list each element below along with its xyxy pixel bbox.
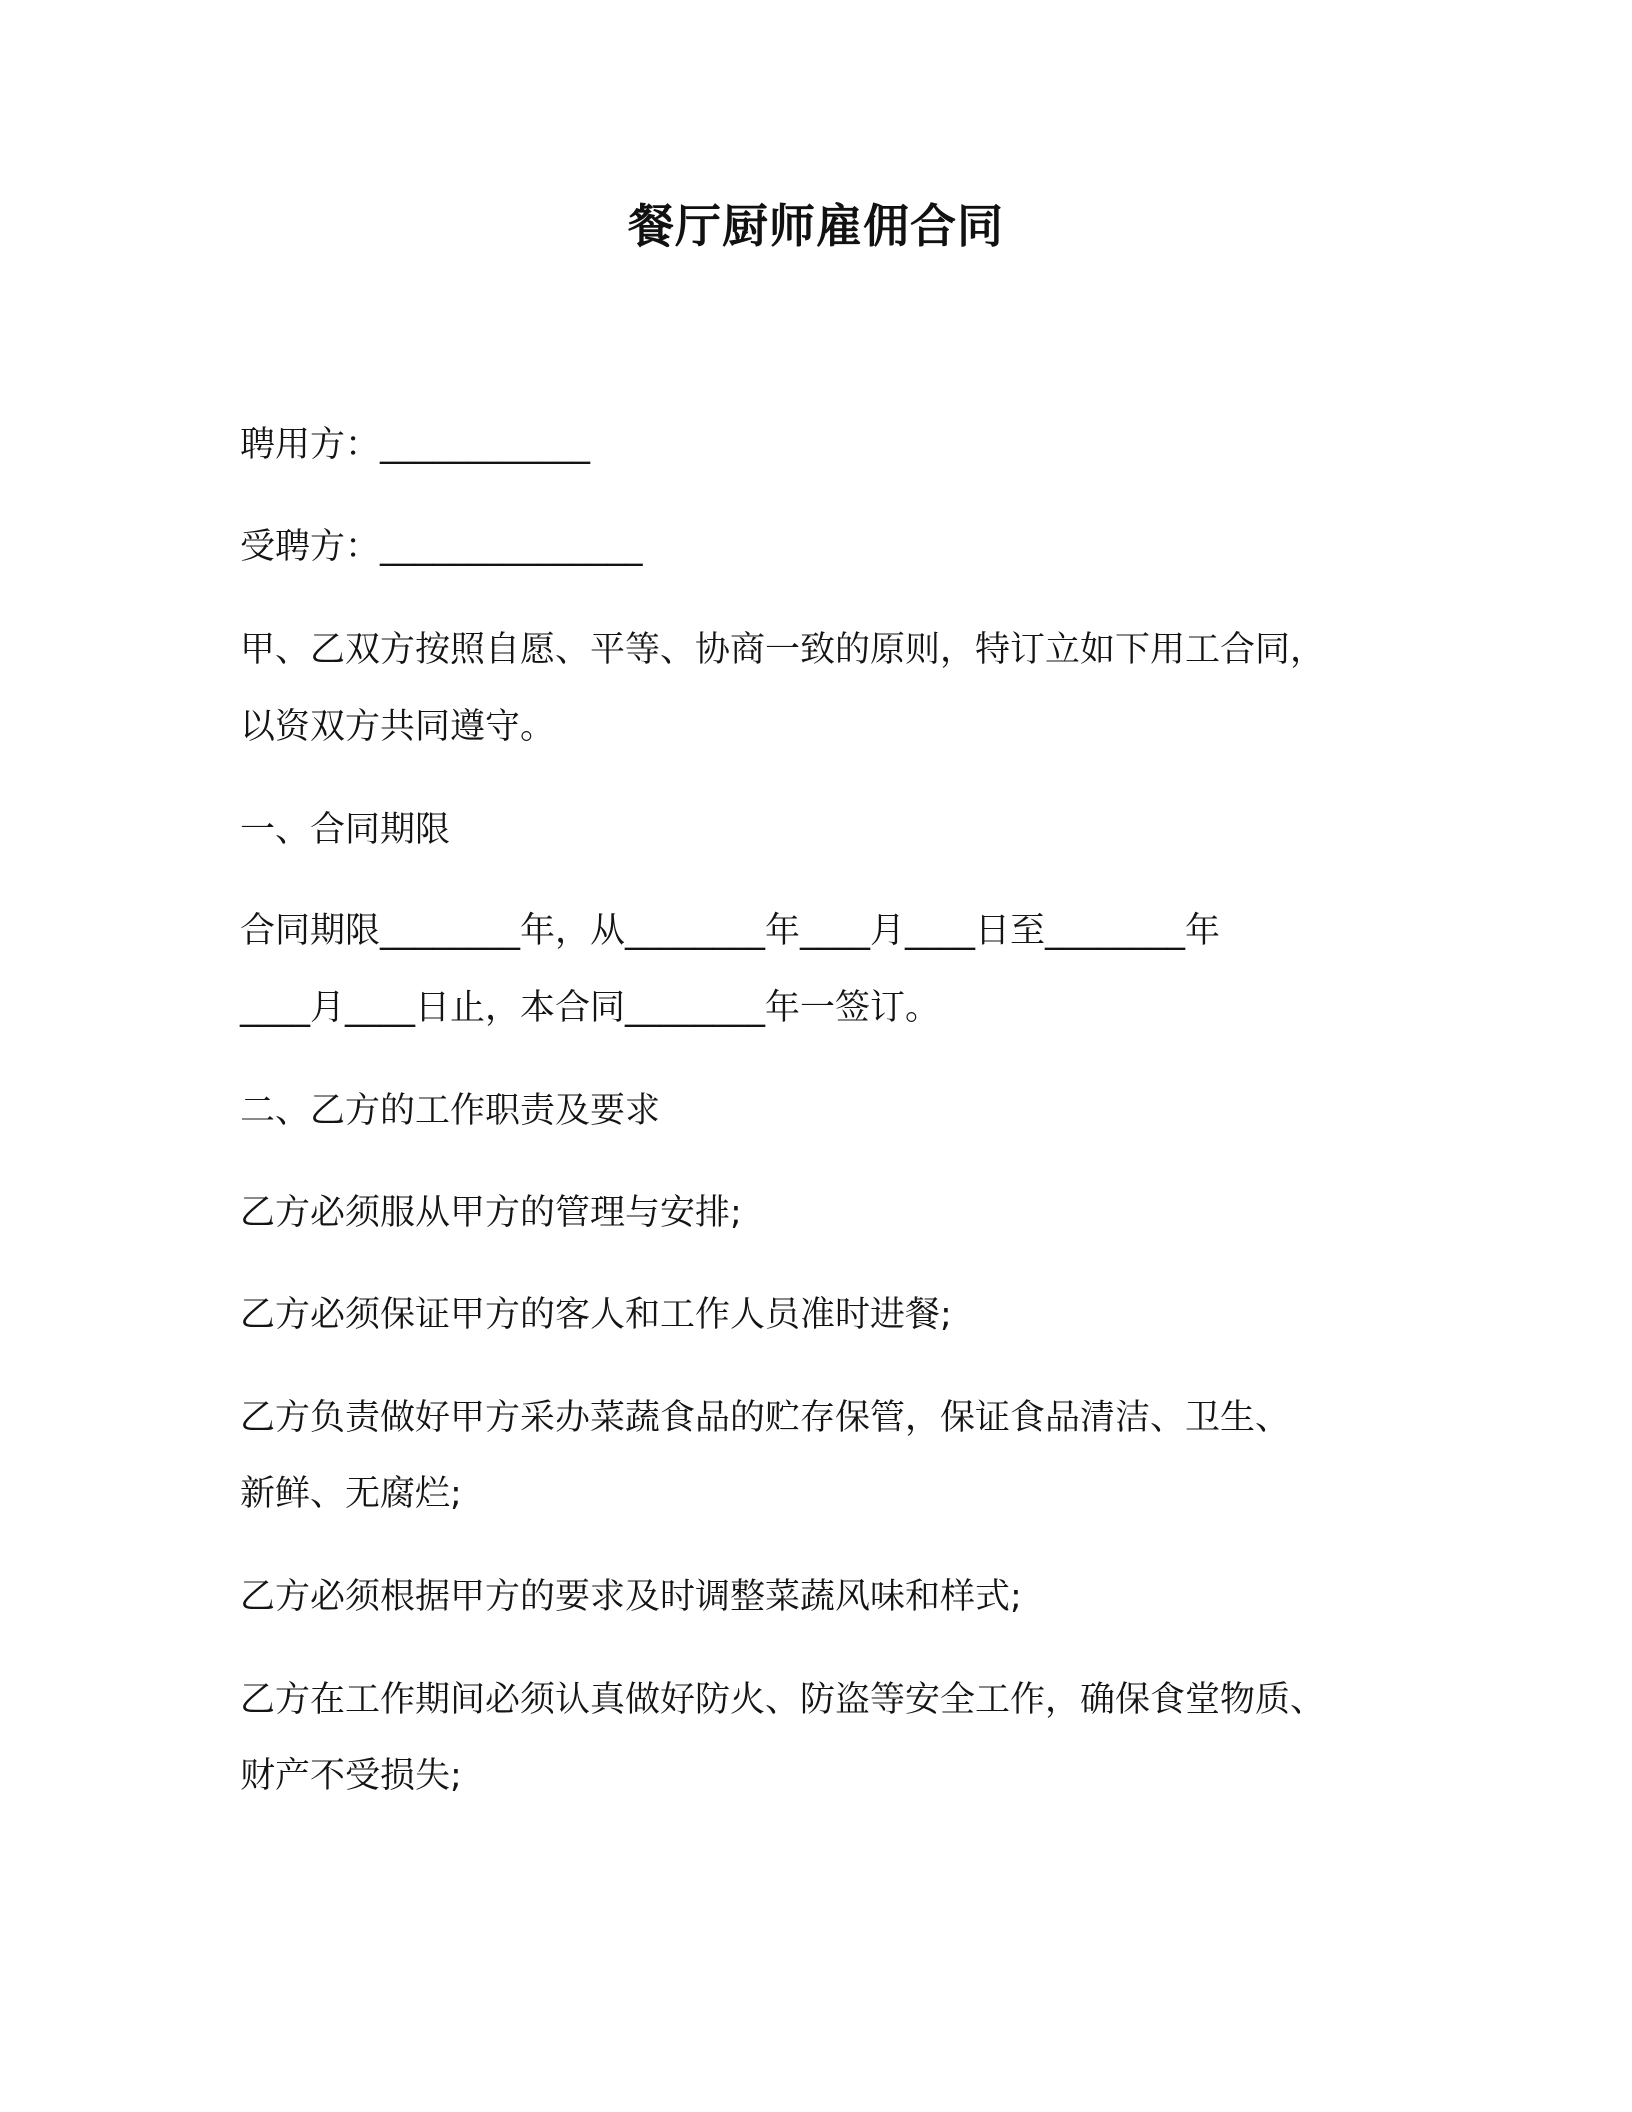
preamble-line-2: 以资双方共同遵守。 bbox=[240, 707, 556, 747]
term-line-1: 合同期限________年，从________年____月____日至________年 bbox=[240, 911, 1221, 951]
section-heading-duties: 二、乙方的工作职责及要求 bbox=[240, 1091, 661, 1131]
duty-item-5-line-1: 乙方在工作期间必须认真做好防火、防盗等安全工作，确保食堂物质、 bbox=[240, 1680, 1326, 1720]
employer-line: 聘用方：____________ bbox=[240, 425, 591, 465]
duty-item-5-line-2: 财产不受损失; bbox=[240, 1756, 462, 1796]
duty-item-1: 乙方必须服从甲方的管理与安排; bbox=[240, 1193, 742, 1233]
preamble-line-1: 甲、乙双方按照自愿、平等、协商一致的原则，特订立如下用工合同， bbox=[240, 630, 1326, 670]
employee-line: 受聘方：_______________ bbox=[240, 527, 643, 567]
term-line-2: ____月____日止，本合同________年一签订。 bbox=[240, 988, 941, 1028]
document-title: 餐厅厨师雇佣合同 bbox=[628, 199, 1004, 253]
section-heading-term: 一、合同期限 bbox=[240, 810, 451, 850]
duty-item-2: 乙方必须保证甲方的客人和工作人员准时进餐; bbox=[240, 1295, 952, 1335]
duty-item-3-line-2: 新鲜、无腐烂; bbox=[240, 1474, 462, 1514]
duty-item-3-line-1: 乙方负责做好甲方采办菜蔬食品的贮存保管，保证食品清洁、卫生、 bbox=[240, 1398, 1291, 1438]
duty-item-4: 乙方必须根据甲方的要求及时调整菜蔬风味和样式; bbox=[240, 1577, 1022, 1617]
